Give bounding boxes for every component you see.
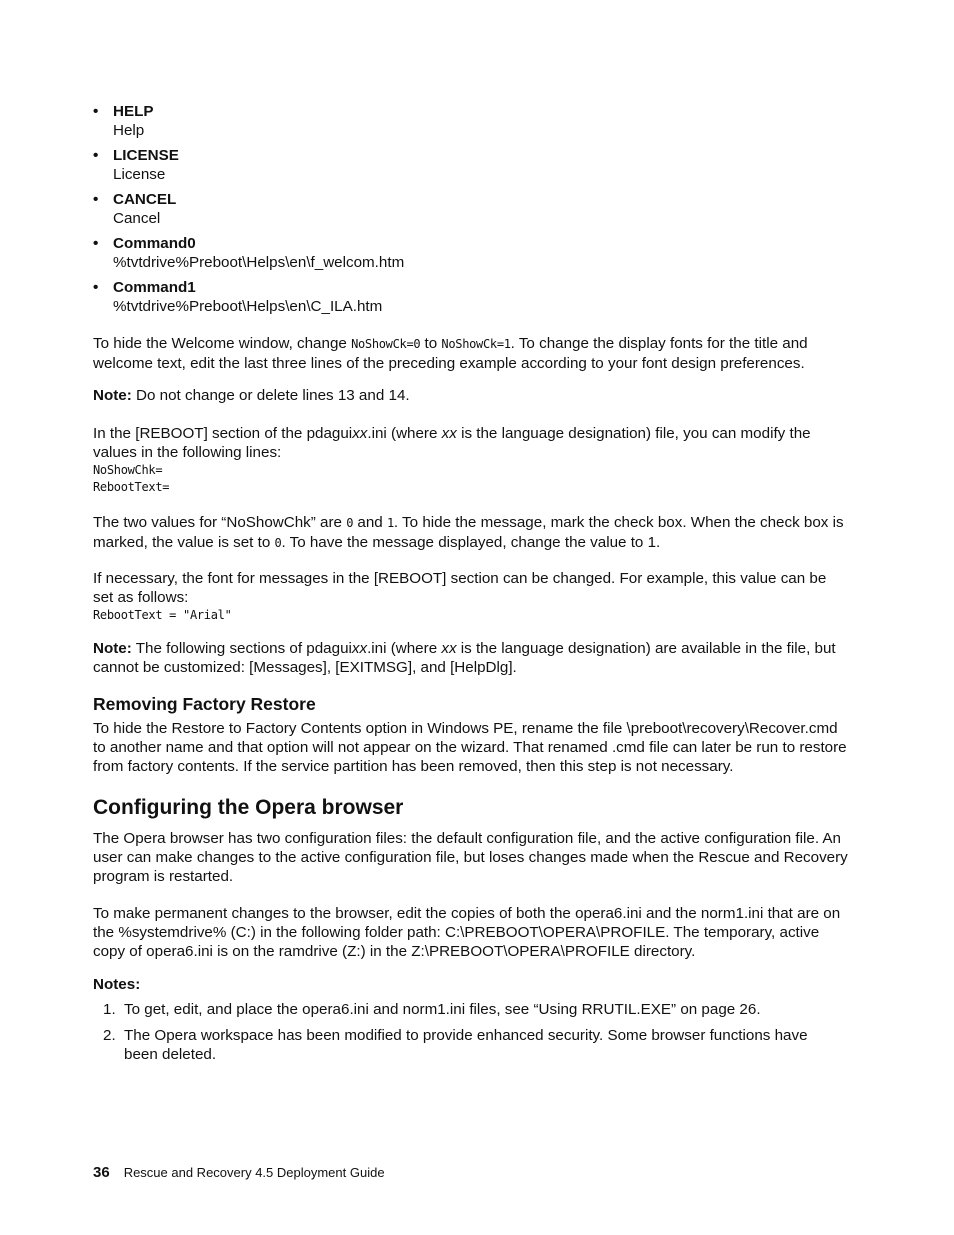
note-label: Note: <box>93 640 132 657</box>
text: . To have the message displayed, change the value to 1. <box>281 534 661 551</box>
text: If necessary, the font for messages in the [REBOOT] section can be changed. For example, this value can be set as follows: <box>93 570 827 606</box>
text: and <box>353 514 387 531</box>
paragraph-reboot <box>93 424 848 496</box>
bullet-icon: • <box>93 279 99 296</box>
bullet-icon: • <box>93 103 99 120</box>
list-item <box>93 190 833 228</box>
paragraph-values <box>93 513 848 553</box>
italic-text: xx <box>441 640 457 657</box>
item-value: License <box>113 166 166 183</box>
italic-text: xx <box>441 425 457 442</box>
list-item <box>93 102 833 140</box>
text: The two values for “NoShowChk” are <box>93 514 347 531</box>
paragraph-opera-1: The Opera browser has two configuration files: the default configuration file, and the active configuration file. An user can make changes to the active configuration file, but loses changes made when the Rescue and Recovery program is restarted. <box>93 830 848 885</box>
paragraph-font <box>93 569 848 624</box>
item-text: To get, edit, and place the opera6.ini and norm1.ini files, see “Using RRUTIL.EXE” on page 26. <box>124 1001 761 1018</box>
list-item <box>93 278 833 316</box>
text: .ini (where <box>367 425 442 442</box>
item-name: Command1 <box>113 279 196 296</box>
note-sections <box>93 639 848 677</box>
item-text: The Opera workspace has been modified to provide enhanced security. Some browser functions have been deleted. <box>124 1027 808 1063</box>
code-inline: 0 <box>346 516 354 530</box>
note-lines <box>93 386 848 405</box>
paragraph-opera-2: To make permanent changes to the browser, edit the copies of both the opera6.ini and the norm1.ini that are on the %systemdrive% (C:) in the following folder path: C:\PREBOOT\OPERA\PROFILE. The temporary, active copy of opera6.ini is on the ramdrive (Z:) in the Z:\PREBOOT\OPERA\PROFILE directory. <box>93 905 841 960</box>
code-line: RebootText= <box>93 480 170 494</box>
notes-title: Notes: <box>93 976 141 993</box>
item-name: HELP <box>113 103 154 120</box>
italic-text: xx <box>351 640 368 657</box>
section-heading: Removing Factory Restore <box>93 694 316 714</box>
item-value: Cancel <box>113 210 161 227</box>
item-value: %tvtdrive%Preboot\Helps\en\C_ILA.htm <box>113 298 383 315</box>
item-name: LICENSE <box>113 147 179 164</box>
item-value: Help <box>113 122 145 139</box>
code-line: NoShowChk= <box>93 463 163 477</box>
bullet-icon: • <box>93 191 99 208</box>
note-label: Note: <box>93 387 132 404</box>
list-item <box>93 146 833 184</box>
list-item <box>93 234 833 272</box>
note-text: Do not change or delete lines 13 and 14. <box>131 387 410 404</box>
code-inline: 1 <box>386 516 394 530</box>
item-name: Command0 <box>113 235 196 252</box>
list-item <box>93 1000 833 1019</box>
item-number: 1. <box>103 1001 116 1018</box>
text: is the language designation) file, you can modify the values in the following lines: <box>93 425 811 461</box>
text: . To change the display fonts for the title and welcome text, edit the last three lines of the preceding example according to your font design preferences. <box>93 335 808 372</box>
text: .ini (where <box>367 640 442 657</box>
page-footer <box>93 1164 385 1181</box>
bullet-icon: • <box>93 147 99 164</box>
paragraph-hide-welcome <box>93 334 848 373</box>
paragraph-removing: To hide the Restore to Factory Contents option in Windows PE, rename the file \preboot\recovery\Recover.cmd to another name and that option will not appear on the wizard. That renamed .cmd file can later be run to restore from factory contents. If the service partition has been removed, then this step is not necessary. <box>93 720 847 775</box>
code-inline: NoShowCk=1 <box>441 337 511 351</box>
item-number: 2. <box>103 1027 116 1044</box>
bullet-icon: • <box>93 235 99 252</box>
text: is the language designation) are available in the file, but cannot be customized: [Messages], [EXITMSG], and [HelpDlg]. <box>93 640 836 676</box>
item-name: CANCEL <box>113 191 177 208</box>
text: to <box>420 335 442 352</box>
code-inline: 0 <box>274 536 282 550</box>
page-number: 36 <box>93 1164 110 1181</box>
chapter-heading: Configuring the Opera browser <box>93 796 404 819</box>
text: In the [REBOOT] section of the pdagui <box>93 425 353 442</box>
text: To hide the Welcome window, change <box>93 335 352 352</box>
code-inline: NoShowCk=0 <box>351 337 421 351</box>
italic-text: xx <box>352 425 368 442</box>
item-value: %tvtdrive%Preboot\Helps\en\f_welcom.htm <box>113 254 405 271</box>
code-line: RebootText = "Arial" <box>93 608 232 622</box>
footer-title: Rescue and Recovery 4.5 Deployment Guide <box>123 1165 385 1180</box>
text: The following sections of pdagui <box>131 640 352 657</box>
text: . To hide the message, mark the check box. When the check box is marked, the value is set to <box>93 514 844 551</box>
bullet-list <box>93 102 833 322</box>
list-item <box>93 1026 833 1064</box>
